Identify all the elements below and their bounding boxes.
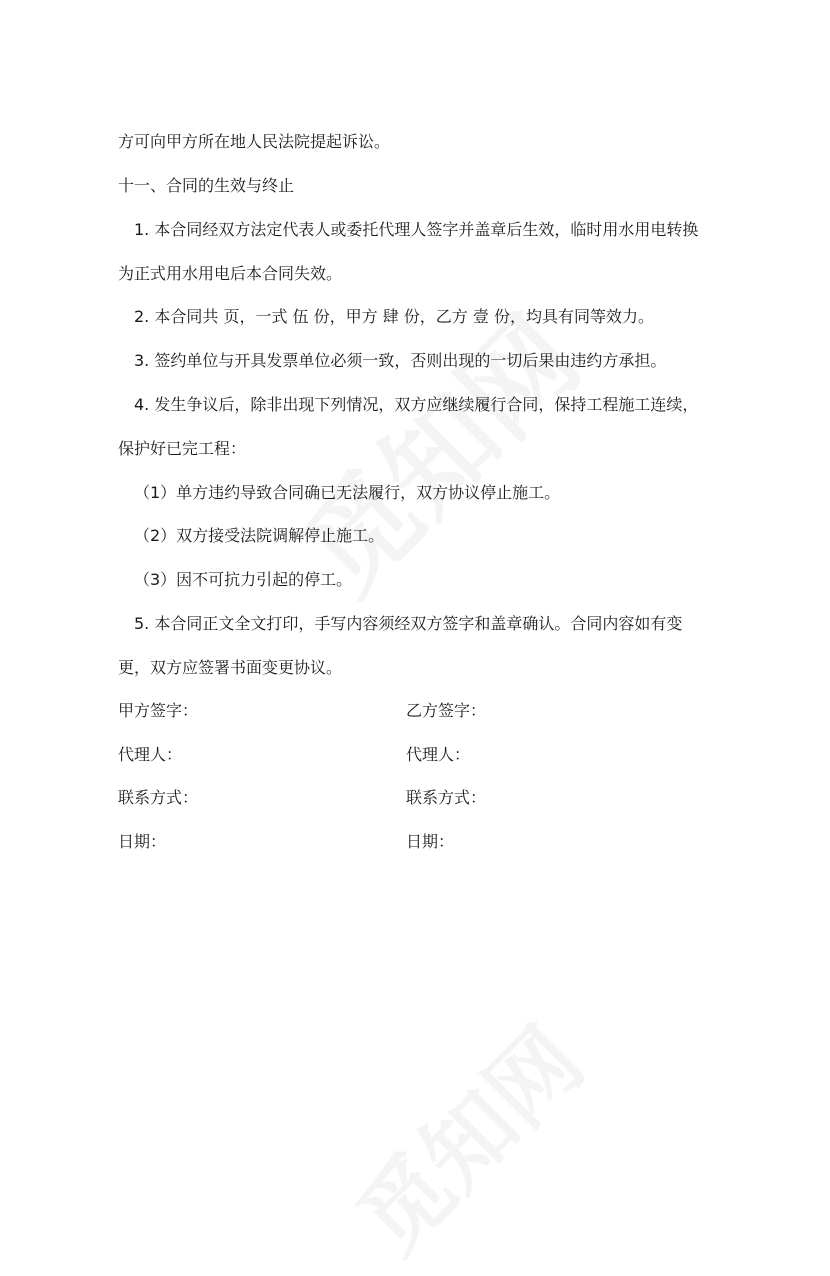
clause-4-line-1: 4. 发生争议后，除非出现下列情况，双方应继续履行合同，保持工程施工连续， (134, 395, 699, 414)
party-a-date-label: 日期： (118, 832, 167, 851)
paragraph-continuation: 方可向甲方所在地人民法院提起诉讼。 (118, 132, 391, 151)
clause-3: 3. 签约单位与开具发票单位必须一致，否则出现的一切后果由违约方承担。 (134, 351, 667, 370)
clause-5-line-2: 更，双方应签署书面变更协议。 (118, 658, 343, 677)
party-b-sign-label: 乙方签字： (406, 701, 487, 720)
clause-4-line-2: 保护好已完工程： (118, 439, 247, 458)
party-a-sign-label: 甲方签字： (118, 701, 199, 720)
party-b-date-label: 日期： (406, 832, 455, 851)
watermark-lower (324, 994, 607, 1276)
clause-2: 2. 本合同共 页，一式 伍 份，甲方 肆 份，乙方 壹 份，均具有同等效力。 (134, 307, 654, 326)
section-heading: 十一、合同的生效与终止 (118, 176, 295, 195)
clause-5-line-1: 5. 本合同正文全文打印，手写内容须经双方签字和盖章确认。合同内容如有变 (134, 614, 683, 633)
sub-item-3: （3）因不可抗力引起的停工。 (134, 570, 353, 589)
party-b-contact-label: 联系方式： (406, 788, 487, 807)
sub-item-1: （1）单方违约导致合同确已无法履行，双方协议停止施工。 (134, 483, 561, 502)
clause-1-line-2: 为正式用水用电后本合同失效。 (118, 264, 343, 283)
party-a-agent-label: 代理人： (118, 745, 183, 764)
party-a-contact-label: 联系方式： (118, 788, 199, 807)
sub-item-2: （2）双方接受法院调解停止施工。 (134, 526, 385, 545)
party-b-agent-label: 代理人： (406, 745, 471, 764)
clause-1-line-1: 1. 本合同经双方法定代表人或委托代理人签字并盖章后生效，临时用水用电转换 (134, 220, 699, 239)
